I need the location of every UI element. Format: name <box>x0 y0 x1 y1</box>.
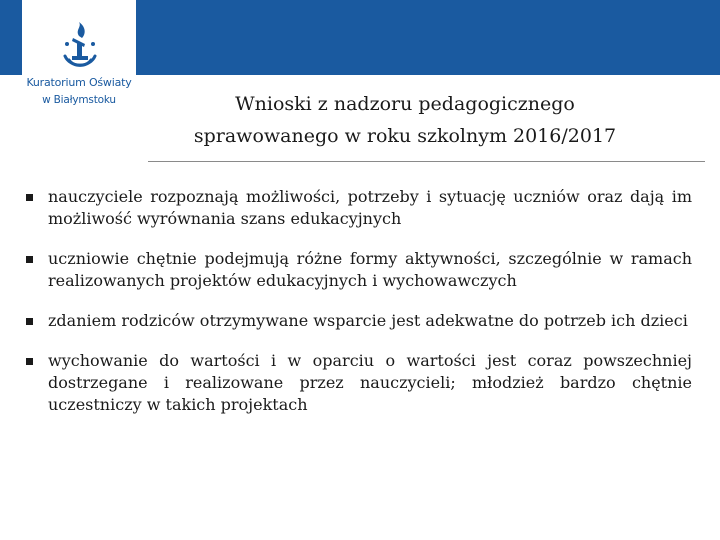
bullet-square-icon <box>26 318 33 325</box>
logo-text-line1: Kuratorium Oświaty <box>26 76 132 89</box>
logo <box>22 0 136 118</box>
bullet-square-icon <box>26 358 33 365</box>
title-line1: Wnioski z nadzoru pedagogicznego <box>235 93 575 115</box>
list-item-text: zdaniem rodziców otrzymywane wsparcie jest adekwatne do potrzeb ich dzieci <box>48 311 688 330</box>
list-item-text: nauczyciele rozpoznają możliwości, potrzeby i sytuację uczniów oraz dają im możliwość wyrównania szans edukacyjnych <box>48 187 692 228</box>
title-divider <box>148 161 705 162</box>
bullet-square-icon <box>26 256 33 263</box>
conclusions-list <box>24 186 692 434</box>
list-item-text: uczniowie chętnie podejmują różne formy aktywności, szczególnie w ramach realizowanych projektów edukacyjnych i wychowawczych <box>48 249 692 290</box>
list-item <box>24 186 692 230</box>
list-item <box>24 350 692 416</box>
list-item <box>24 310 692 332</box>
torch-emblem-icon <box>55 22 105 72</box>
slide-title <box>140 88 670 152</box>
list-item-text: wychowanie do wartości i w oparciu o wartości jest coraz powszechniej dostrzegane i realizowane przez nauczycieli; młodzież bardzo chętnie uczestniczy w takich projektach <box>48 351 692 414</box>
list-item <box>24 248 692 292</box>
title-line2: sprawowanego w roku szkolnym 2016/2017 <box>193 125 617 147</box>
logo-text-line2: w Białymstoku <box>42 94 116 106</box>
bullet-square-icon <box>26 194 33 201</box>
